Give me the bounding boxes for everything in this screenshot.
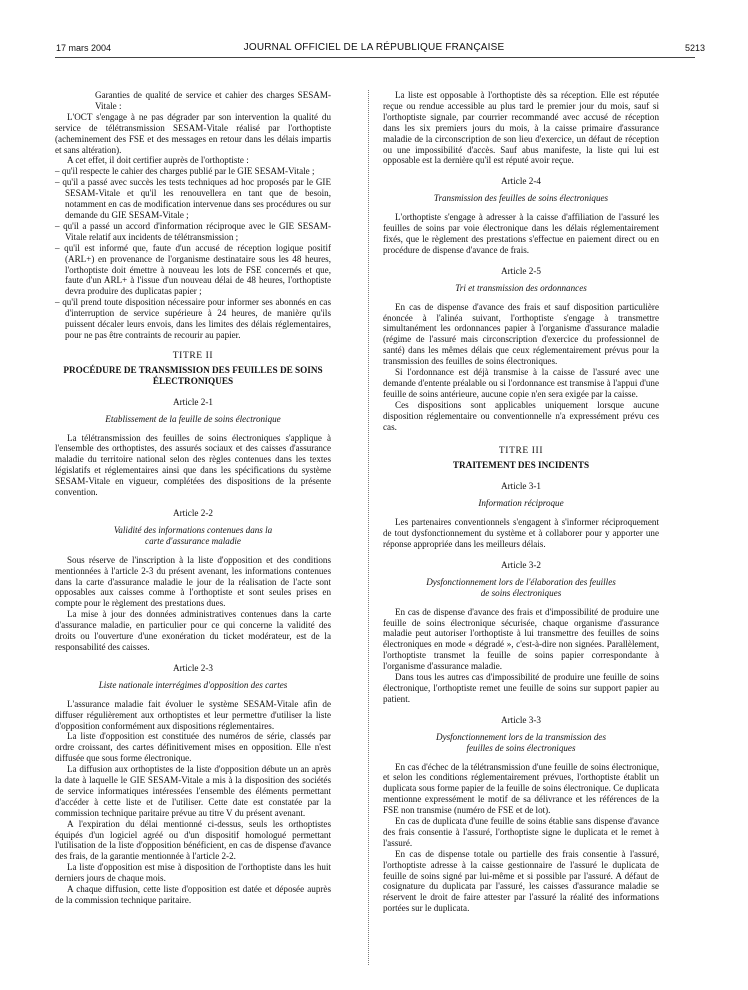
paragraph: A cet effet, il doit certifier auprès de l'orthoptiste : (67, 155, 249, 166)
article-subtitle: Tri et transmission des ordonnances (455, 282, 587, 293)
paragraph: A l'expiration du délai mentionné ci-dessus, seuls les orthoptistes équipés d'un logiciel agréé ou d'un dispositif homologué permettant l'utilisation de la liste d'opposition bénéficient, en cas de dispense d'avance des frais, de la garantie mentionnée à l'article 2-2. (55, 818, 331, 862)
left-column (55, 90, 331, 906)
paragraph: En cas de duplicata d'une feuille de soins établie sans dispense d'avance des frais consentie à l'assuré, l'orthoptiste signe le duplicata et le remet à l'assuré. (383, 816, 659, 848)
titre-subheading: TRAITEMENT DES INCIDENTS (452, 460, 590, 471)
article-subtitle: Etablissement de la feuille de soins électronique (105, 413, 281, 424)
paragraph: L'assurance maladie fait évoluer le système SESAM-Vitale afin de diffuser régulièrement aux orthoptistes et leur permettre d'utiliser la liste d'opposition conformément aux dispositions réglementaires. (55, 698, 331, 731)
paragraph: La télétransmission des feuilles de soins électroniques s'applique à l'ensemble des orthoptistes, des assurés sociaux et des caisses d'assurance maladie du territoire national selon des règles contenues dans les textes législatifs et réglementaires ainsi que dans les spécifications du système SESAM-Vitale en vigueur, complétées des dispositions de la présente convention. (55, 432, 331, 498)
list-item: – qu'il respecte le cahier des charges publié par le GIE SESAM-Vitale ; (55, 166, 315, 177)
paragraph: La liste est opposable à l'orthoptiste dès sa réception. Elle est réputée reçue ou rendue accessible au plus tard le premier jour du mois, sauf si l'orthoptiste signale, par courrier recommandé avec accusé de réception dans les six premiers jours du mois, à la caisse primaire d'assurance maladie de la circonscription de son lieu d'exercice, un défaut de réception ou une impossibilité d'accès. Sauf abus manifeste, la liste qui lui est opposable est la dernière qu'il est réputé avoir reçue. (383, 90, 659, 166)
list-item: – qu'il prend toute disposition nécessaire pour informer ses abonnés en cas d'interruption de service supérieure à 24 heures, de manière qu'ils puissent décaler leurs envois, dans les limites des délais réglementaires, pour ne pas être contraints de recourir au papier. (55, 297, 331, 340)
list-item: – qu'il a passé un accord d'information réciproque avec le GIE SESAM-Vitale relatif aux incidents de télétransmission ; (55, 220, 331, 242)
article-heading: Article 2-1 (172, 396, 214, 407)
paragraph: Si l'ordonnance est déjà transmise à la caisse de l'assuré avec une demande d'entente préalable ou si l'ordonnance est transmise à l'appui d'une feuille de soins antérieure, aucune copie n'en sera exigée par la caisse. (383, 367, 659, 399)
article-subtitle: Validité des informations contenues dans la carte d'assurance maladie (113, 524, 273, 546)
paragraph: En cas de dispense d'avance des frais et d'impossibilité de produire une feuille de soins électronique sécurisée, chaque organisme d'assurance maladie peut autoriser l'orthoptiste à lui transmettre des feuilles de soins électroniques en mode « dégradé », c'est-à-dire non signées. Parallèlement, l'orthoptiste transmet la feuille de soins papier correspondante à l'organisme d'assurance maladie. (383, 606, 659, 672)
paragraph: La liste d'opposition est mise à disposition de l'orthoptiste dans les huit derniers jours de chaque mois. (55, 862, 331, 884)
header-rule (55, 57, 695, 58)
article-subtitle: Dysfonctionnement lors de la transmission des feuilles de soins électroniques (436, 731, 606, 753)
header-page-number: 5213 (684, 43, 705, 53)
titre-heading: TITRE II (172, 350, 214, 361)
article-heading: Article 2-3 (172, 662, 214, 673)
list-item: – qu'il est informé que, faute d'un accusé de réception logique positif (ARL+) en provenance de l'organisme destinataire sous les 48 heures, l'orthoptiste doit émettre à nouveau les lots de FSE concernés et que, faute d'un ARL+ à l'issue d'un nouveau délai de 48 heures, l'orthoptiste devra produire des duplicatas papier ; (55, 242, 331, 297)
paragraph: La liste d'opposition est constituée des numéros de série, classés par ordre croissant, des cartes définitivement mises en opposition. Elle n'est diffusée que sous forme électronique. (55, 731, 331, 764)
page-header (0, 0, 748, 60)
paragraph: Garanties de qualité de service et cahier des charges SESAM-Vitale : (95, 90, 331, 111)
paragraph: En cas de dispense d'avance des frais et sauf disposition particulière énoncée à l'alinéa suivant, l'orthoptiste s'engage à transmettre simultanément les ordonnances papier à l'organisme d'assurance maladie (régime de l'assuré mais circonscription d'exercice du professionnel de santé) dans les mêmes délais que ceux réglementairement prévus pour la transmission des feuilles de soins électroniques. (383, 301, 659, 367)
paragraph: La mise à jour des données administratives contenues dans la carte d'assurance maladie, en particulier pour ce qui concerne la validité des droits ou l'ouverture d'une exonération du ticket modérateur, est de la responsabilité des caisses. (55, 609, 331, 652)
paragraph: Ces dispositions sont applicables uniquement lorsque aucune disposition réglementaire ou conventionnelle n'a expressément prévu ces cas. (383, 399, 659, 432)
paragraph: Sous réserve de l'inscription à la liste d'opposition et des conditions mentionnées à l'article 2-3 du présent avenant, les informations contenues dans la carte d'assurance maladie le jour de la réalisation de l'acte sont opposables aux caisses comme à l'orthoptiste et sont seules prises en compte pour le règlement des prestations dues. (55, 554, 331, 609)
paragraph: En cas d'échec de la télétransmission d'une feuille de soins électronique, et selon les conditions réglementairement prévues, l'orthoptiste établit un duplicata sous forme papier de la feuille de soins électronique. Ce duplicata mentionne expressément le motif de sa délivrance et les références de la FSE non transmise (numéro de FSE et de lot). (383, 761, 659, 816)
article-heading: Article 2-2 (172, 508, 214, 518)
paragraph: En cas de dispense totale ou partielle des frais consentie à l'assuré, l'orthoptiste adresse à la caisse gestionnaire de l'assuré le duplicata de feuille de soins signé par lui-même et si possible par l'assuré. A défaut de cosignature du duplicata par l'assuré, les caisses d'assurance maladie se réservent le droit de faire attester par l'assuré la réalité des informations portées sur le duplicata. (383, 848, 659, 914)
article-subtitle: Transmission des feuilles de soins électroniques (433, 193, 609, 204)
article-heading: Article 2-4 (500, 176, 542, 187)
right-column (383, 90, 659, 914)
paragraph: A chaque diffusion, cette liste d'opposition est datée et déposée auprès de la commission technique paritaire. (55, 884, 331, 905)
article-heading: Article 2-5 (500, 265, 542, 276)
titre-heading: TITRE III (498, 446, 544, 457)
article-heading: Article 3-3 (500, 714, 542, 725)
list-item: – qu'il a passé avec succès les tests techniques ad hoc proposés par le GIE SESAM-Vitale et qu'il les renouvellera en tant que de besoin, notamment en cas de modification intervenue dans ses procédures ou sur demande du GIE SESAM-Vitale ; (55, 177, 331, 220)
header-date: 17 mars 2004 (56, 43, 112, 53)
paragraph: L'orthoptiste s'engage à adresser à la caisse d'affiliation de l'assuré les feuilles de soins par voie électronique dans les délais réglementairement fixés, que le règlement des prestations s'effectue en paiement direct ou en procédure de dispense d'avance de frais. (383, 212, 659, 255)
article-subtitle: Information réciproque (478, 498, 564, 509)
paragraph: Dans tous les autres cas d'impossibilité de produire une feuille de soins électronique, l'orthoptiste remet une feuille de soins sur support papier au patient. (383, 672, 659, 704)
titre-subheading: PROCÉDURE DE TRANSMISSION DES FEUILLES DE SOINS ÉLECTRONIQUES (63, 364, 323, 386)
article-subtitle: Dysfonctionnement lors de l'élaboration des feuilles de soins électroniques (426, 576, 616, 598)
paragraph: L'OCT s'engage à ne pas dégrader par son intervention la qualité du service de télétransmission SESAM-Vitale réalisé par l'orthoptiste (acheminement des FSE et des messages en retour dans les délais impartis et sans altération). (55, 111, 331, 155)
header-title: JOURNAL OFFICIEL DE LA RÉPUBLIQUE FRANÇAISE (243, 42, 505, 53)
article-heading: Article 3-2 (500, 559, 542, 570)
paragraph: Les partenaires conventionnels s'engagent à s'informer réciproquement de tout dysfonctionnement du système et à collaborer pour y apporter une réponse appropriée dans les meilleurs délais. (383, 517, 659, 549)
paragraph: La diffusion aux orthoptistes de la liste d'opposition débute un an après la date à laquelle le GIE SESAM-Vitale a mis à la disposition des sociétés de service informatiques intéressées l'ensemble des éléments permettant d'accéder à cette liste et de l'utiliser. Cette date est constatée par la commission technique paritaire prévue au titre V du présent avenant. (55, 764, 331, 818)
article-subtitle: Liste nationale interrégimes d'opposition des cartes (98, 679, 288, 690)
column-divider (368, 90, 369, 965)
article-heading: Article 3-1 (500, 481, 542, 492)
